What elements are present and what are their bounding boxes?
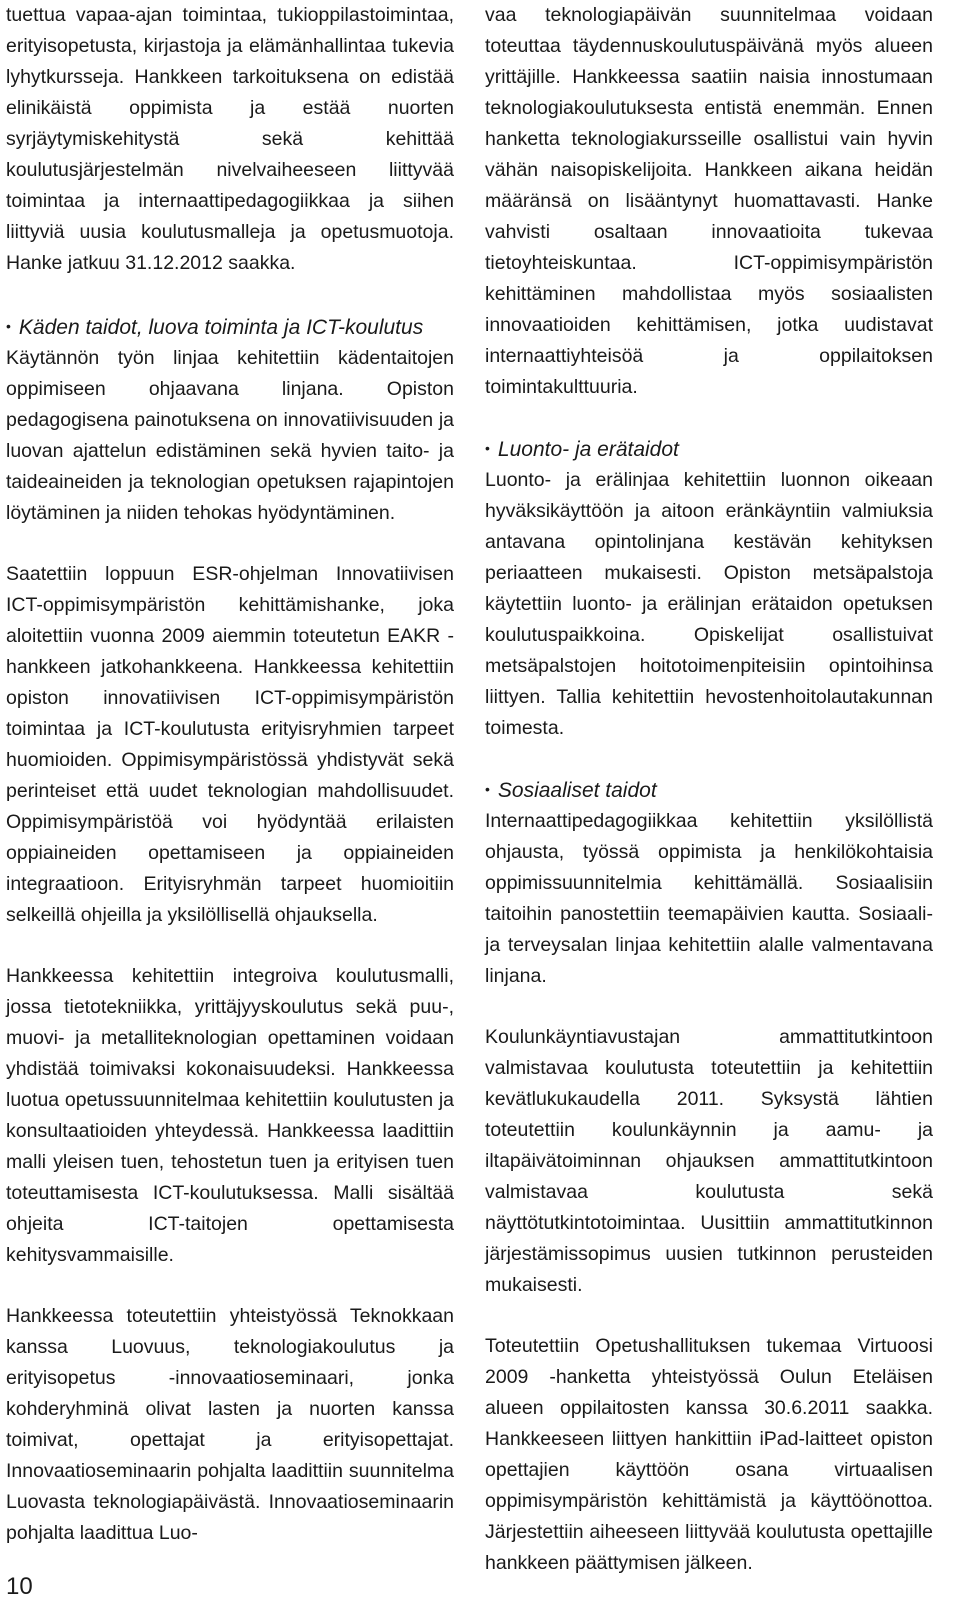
section-heading-ict xyxy=(6,311,454,343)
bullet-icon: • xyxy=(485,781,490,797)
left-column xyxy=(6,0,454,1549)
section-heading-nature xyxy=(485,433,933,465)
bullet-icon: • xyxy=(485,440,490,456)
right-paragraph-5: Toteutettiin Opetushallituksen tukemaa Virtuoosi 2009 -hanketta yhteistyössä Oulun Eteläisen alueen oppilaitosten kanssa 30.6.2011 saakka. Hankkeeseen liittyen hankittiin iPad-laitteet opiston opettajien käyttöön osana virtuaalisen oppimisympäristön kehittämistä ja käyttöönottoa. Järjestettiin aiheeseen liittyvää koulutusta opettajille hankkeen päättymisen jälkeen. xyxy=(485,1335,933,1574)
section-heading-nature-text: Luonto- ja erätaidot xyxy=(497,438,679,461)
section-heading-social xyxy=(485,774,933,806)
left-paragraph-2: Käytännön työn linjaa kehitettiin kädentaitojen oppimiseen ohjaavana linjana. Opiston pedagogisena painotuksena on innovatiivisuuden ja luovan ajattelun edistäminen sekä hyvien taito- ja taideaineiden ja teknologian opetuksen rajapintojen löytäminen ja niiden tehokas hyödyntäminen. xyxy=(6,347,454,524)
left-paragraph-4: Hankkeessa kehitettiin integroiva koulutusmalli, jossa tietotekniikka, yrittäjyyskoulutus sekä puu-, muovi- ja metalliteknologian opettaminen voidaan yhdistää toimivaksi kokonaisuudeksi. Hankkeessa luotua opetussuunnitelmaa kehitettiin koulutusten ja konsultaatioiden yhteydessä. Hankkeessa laadittiin malli yleisen tuen, tehostetun tuen ja erityisen tuen toteuttamisesta ICT-koulutuksessa. Malli sisältää ohjeita ICT-taitojen opettamisesta kehitysvammaisille. xyxy=(6,965,454,1266)
section-heading-ict-text: Käden taidot, luova toiminta ja ICT-koulutus xyxy=(18,316,424,339)
right-paragraph-2: Luonto- ja erälinjaa kehitettiin luonnon oikeaan hyväksikäyttöön ja aitoon eränkäyntiin valmiuksia antavana opintolinjana kestävän kehityksen periaatteen mukaisesti. Opiston metsäpalstoja käytettiin luonto- ja erälinjan erätaidon opetuksen koulutuspaikkoina. Opiskelijat osallistuivat metsäpalstojen hoitotoimenpiteisiin opintoihinsa liittyen. Tallia kehitettiin hevostenhoitolautakunnan toimesta. xyxy=(485,469,933,739)
bullet-icon: • xyxy=(6,318,11,334)
left-paragraph-5: Hankkeessa toteutettiin yhteistyössä Teknokkaan kanssa Luovuus, teknologiakoulutus ja erityisopetus -innovaatioseminaari, jonka kohderyhminä olivat lasten ja nuorten kanssa toimivat, opettajat ja erityisopettajat. Innovaatioseminaarin pohjalta laadittiin suunnitelma Luovasta teknologiapäivästä. Innovaatioseminaarin pohjalta laadittua Luo- xyxy=(6,1305,454,1544)
page-number: 10 xyxy=(6,1573,33,1600)
right-paragraph-1: vaa teknologiapäivän suunnitelmaa voidaan toteuttaa täydennuskoulutuspäivänä myös alueen yrittäjille. Hankkeessa saatiin naisia innostumaan teknologiakoulutuksesta entistä enemmän. Ennen hanketta teknologiakursseille osallistui vain hyvin vähän naisopiskelijoita. Hankkeen aikana heidän määränsä on lisääntynyt huomattavasti. Hanke vahvisti osaltaan innovaatioita tukevaa tietoyhteiskuntaa. ICT-oppimisympäristön kehittäminen mahdollistaa myös sosiaalisten innovaatioiden kehittämisen, jotka uudistavat internaattiyhteisöä ja oppilaitoksen toimintakulttuuria. xyxy=(485,4,933,398)
right-paragraph-3: Internaattipedagogiikkaa kehitettiin yksilöllistä ohjausta, työssä oppimista ja henkilökohtaisia oppimissuunnitelmia kehittämällä. Sosiaalisiin taitoihin panostettiin teemapäivien kautta. Sosiaali- ja terveysalan linjaa kehitettiin alalle valmentavana linjana. xyxy=(485,810,933,987)
left-paragraph-1: tuettua vapaa-ajan toimintaa, tukioppilastoimintaa, erityisopetusta, kirjastoja ja elämänhallintaa tukevia lyhytkursseja. Hankkeen tarkoituksena on edistää elinikäistä oppimista ja estää nuorten syrjäytymiskehitystä sekä kehittää koulutusjärjestelmän nivelvaiheeseen liittyvää toimintaa ja internaattipedagogiikkaa ja siihen liittyviä uusia koulutusmalleja ja opetusmuotoja. Hanke jatkuu 31.12.2012 saakka. xyxy=(6,4,454,274)
left-paragraph-3: Saatettiin loppuun ESR-ohjelman Innovatiivisen ICT-oppimisympäristön kehittämishanke, joka aloitettiin vuonna 2009 aiemmin toteutetun EAKR -hankkeen jatkohankkeena. Hankkeessa kehitettiin opiston innovatiivisen ICT-oppimisympäristön toimintaa ja ICT-koulutusta erityisryhmien tarpeet huomioiden. Oppimisympäristössä yhdistyvät sekä perinteiset että uudet teknologian mahdollisuudet. Oppimisympäristöä voi hyödyntää erilaisten oppiaineiden opettamiseen ja oppiaineiden integraatioon. Erityisryhmän tarpeet huomioitiin selkeillä ohjeilla ja yksilöllisellä ohjauksella. xyxy=(6,563,454,926)
right-paragraph-4: Koulunkäyntiavustajan ammattitutkintoon valmistavaa koulutusta toteutettiin ja kehitettiin kevätlukukaudella 2011. Syksystä lähtien toteutettiin koulunkäynnin ja aamu- ja iltapäivätoiminnan ohjauksen ammattitutkintoon valmistavaa koulutusta sekä näyttötutkintotoimintaa. Uusittiin ammattitutkinnon järjestämissopimus uusien tutkinnon perusteiden mukaisesti. xyxy=(485,1026,933,1296)
right-column xyxy=(485,0,933,1579)
section-heading-social-text: Sosiaaliset taidot xyxy=(497,779,657,802)
